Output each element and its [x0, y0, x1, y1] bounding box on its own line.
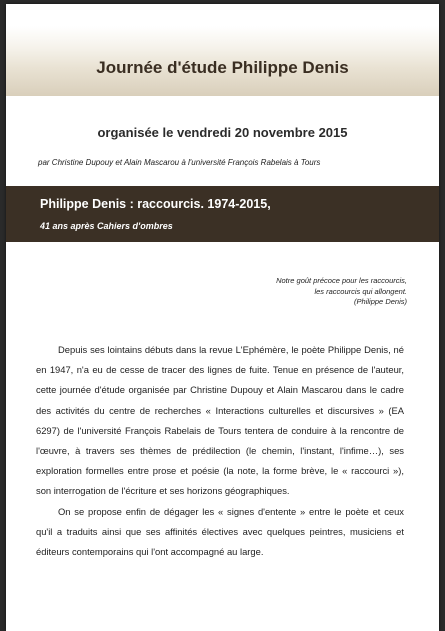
page-title: Journée d'étude Philippe Denis	[96, 58, 349, 77]
heading-band	[6, 186, 439, 242]
organizers-byline: par Christine Dupouy et Alain Mascarou à l'université François Rabelais à Tours	[38, 158, 321, 167]
epigraph-line: Notre goût précoce pour les raccourcis,	[276, 276, 407, 285]
epigraph	[187, 276, 407, 308]
epigraph-line: les raccourcis qui allongent.	[314, 286, 407, 296]
epigraph-attribution: (Philippe Denis)	[354, 297, 407, 306]
body-text	[36, 340, 404, 562]
section-subheading: 41 ans après Cahiers d'ombres	[40, 221, 173, 231]
section-heading: Philippe Denis : raccourcis. 1974-2015,	[40, 197, 271, 211]
event-date-subtitle: organisée le vendredi 20 novembre 2015	[97, 125, 348, 140]
body-paragraph: On se propose enfin de dégager les « signes d'entente » entre le poète et ceux qu'il a traduits ainsi que ses affinités électives avec quelques peintres, musiciens et éditeurs contemporains qui l'ont accompagné au large.	[36, 505, 404, 558]
document-page	[6, 4, 439, 631]
body-paragraph: Depuis ses lointains débuts dans la revue L'Ephémère, le poète Philippe Denis, né en 1947, n'a eu de cesse de tracer des lignes de fuite. Tenue en présence de l'auteur, cette journée d'étude organisée par Christine Dupouy et Alain Mascarou dans le cadre des activités du centre de recherches « Interactions culturelles et discursives » (EA 6297) de l'université François Rabelais de Tours tentera de conduire à la rencontre de l'œuvre, à travers ses thèmes de prédilection (le chemin, l'instant, l'infime…), ses exploration formelles entre prose et poésie (la note, la forme brève, le « raccourci »), son interrogation de l'écriture et ses horizons géographiques.	[36, 344, 404, 497]
